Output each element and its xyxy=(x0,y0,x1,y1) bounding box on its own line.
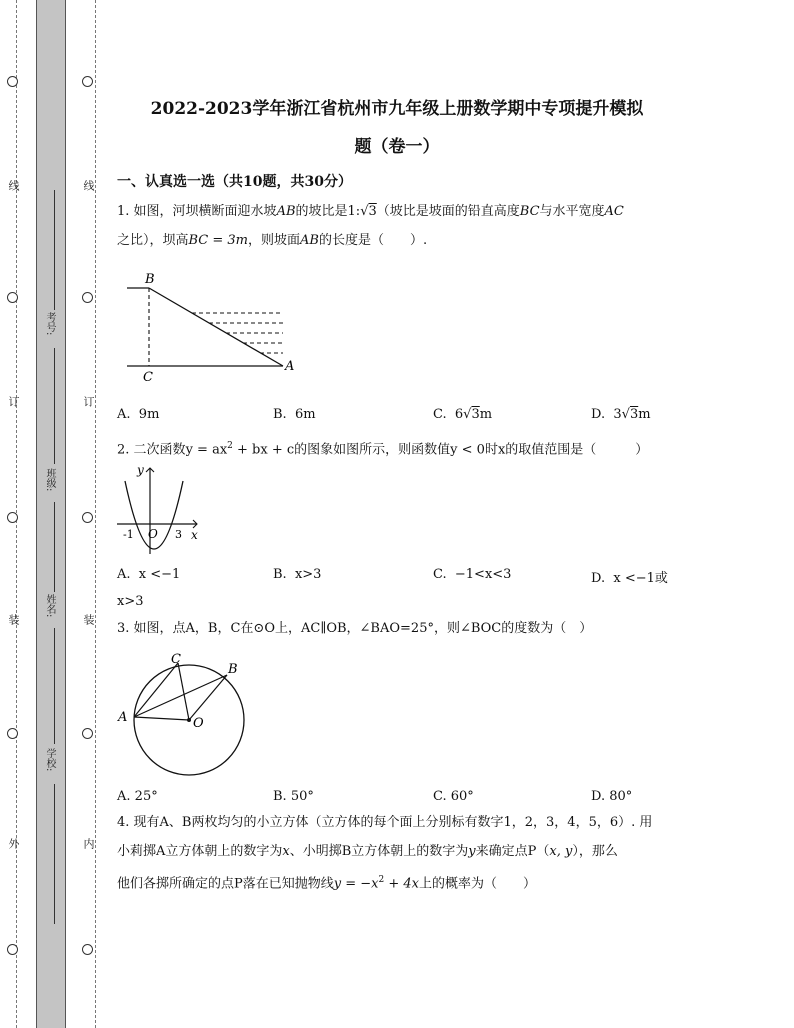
q1-option-a[interactable]: A. 9m xyxy=(117,407,160,422)
label-B: B xyxy=(145,272,155,287)
field-underline xyxy=(54,628,55,744)
field-underline xyxy=(54,784,55,924)
q1-option-d[interactable]: D. 3√3m xyxy=(591,407,651,422)
origin-label: O xyxy=(148,527,158,541)
q2-option-a[interactable]: A. x <−1 xyxy=(117,567,181,582)
tick-neg1: -1 xyxy=(123,528,134,541)
question-1-text: 1. 如图，河坝横断面迎水坡AB的坡比是1:√3（坡比是坡面的铅直高度BC与水平宽度AC 之比），坝高BC = 3m，则坡面AB的长度是（ ）. xyxy=(117,204,624,248)
binding-hole xyxy=(7,728,18,739)
class-label: 班级: xyxy=(44,468,55,492)
q1-option-c[interactable]: C. 6√3m xyxy=(433,407,493,422)
inner-cut-line xyxy=(95,0,96,1028)
binding-hole xyxy=(82,76,93,87)
outer-label: 订 xyxy=(7,396,20,407)
label-A: A xyxy=(285,359,295,374)
label-C: C xyxy=(143,370,153,385)
inner-label: 订 xyxy=(82,396,95,407)
school-label: 学校: xyxy=(44,748,55,772)
axis-label-y: y xyxy=(137,463,144,477)
page-title: 2022-2023学年浙江省杭州市九年级上册数学期中专项提升模拟 xyxy=(150,99,644,119)
q3-option-a[interactable]: A. 25° xyxy=(117,789,158,804)
binding-hole xyxy=(82,292,93,303)
field-underline xyxy=(54,502,55,592)
field-underline xyxy=(54,190,55,310)
circle-figure xyxy=(117,648,252,782)
binding-hole xyxy=(7,292,18,303)
q3-option-d[interactable]: D. 80° xyxy=(591,789,633,804)
question-number: 4. xyxy=(117,815,130,830)
binding-hole xyxy=(82,728,93,739)
parabola-figure xyxy=(117,462,209,557)
binding-hole xyxy=(82,944,93,955)
inner-label: 内 xyxy=(82,838,95,849)
page-title-cont: 题（卷一） xyxy=(354,137,440,157)
label-B: B xyxy=(228,662,238,677)
question-number: 3. xyxy=(117,621,130,636)
tick-3: 3 xyxy=(175,528,182,541)
outer-label: 外 xyxy=(7,838,20,849)
binding-hole xyxy=(7,944,18,955)
axis-label-x: x xyxy=(191,528,198,542)
q2-option-d[interactable]: D. x <−1或 xyxy=(591,571,668,586)
q3-option-c[interactable]: C. 60° xyxy=(433,789,474,804)
inner-label: 装 xyxy=(82,614,95,625)
exam-number-label: 考号: xyxy=(44,312,55,336)
question-2-text: 2. 二次函数$y = ax^2$ + bx + c的图象如图所示，则函数值y < 0时x的取值范围是（ ） xyxy=(117,441,649,458)
binding-hole xyxy=(7,512,18,523)
section-heading: 一、认真选一选（共10题，共30分） xyxy=(117,174,352,190)
label-C: C xyxy=(171,652,181,667)
q3-option-b[interactable]: B. 50° xyxy=(273,789,314,804)
question-number: 2. xyxy=(117,442,130,458)
q2-option-b[interactable]: B. x>3 xyxy=(273,567,322,582)
binding-band xyxy=(36,0,66,1028)
question-number: 1. xyxy=(117,204,130,219)
question-4-text: 4. 现有A、B两枚均匀的小立方体（立方体的每个面上分别标有数字1，2，3，4，5，6）. 用 小莉掷A立方体朝上的数字为x、小明掷B立方体朝上的数字为y来确定点P（x, y），那么 他们各掷所确定的点P落在已知抛物线$y = -x^2 + 4x$上的概率为（ ） xyxy=(117,815,653,892)
binding-hole xyxy=(82,512,93,523)
outer-label: 装 xyxy=(7,614,20,625)
binding-hole xyxy=(7,76,18,87)
label-O: O xyxy=(193,716,204,731)
inner-label: 线 xyxy=(82,180,95,191)
question-3-text: 3. 如图，点A，B，C在⊙O上，AC∥OB，∠BAO=25°，则∠BOC的度数为（ ） xyxy=(117,621,593,636)
name-label: 姓名: xyxy=(44,594,55,618)
field-underline xyxy=(54,348,55,464)
q1-option-b[interactable]: B. 6m xyxy=(273,407,316,422)
outer-label: 线 xyxy=(7,180,20,191)
q2-option-d-cont: x>3 xyxy=(117,594,144,609)
label-A: A xyxy=(118,710,128,725)
q2-option-c[interactable]: C. −1<x<3 xyxy=(433,567,512,582)
dam-figure xyxy=(123,270,298,388)
